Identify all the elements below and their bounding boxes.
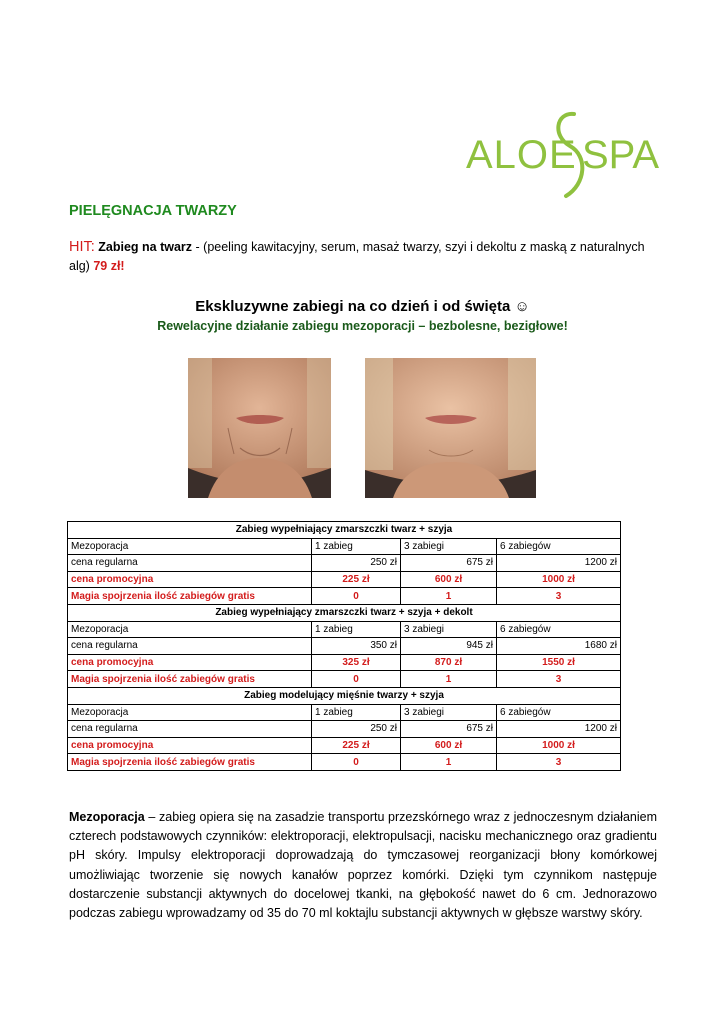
header-cell: 1 zabieg xyxy=(312,538,401,555)
promo-price-row xyxy=(68,654,621,671)
header-cell: Mezoporacja xyxy=(68,704,312,721)
row-label: cena promocyjna xyxy=(68,654,312,671)
price-cell: 1550 zł xyxy=(497,654,621,671)
price-cell: 1200 zł xyxy=(497,555,621,572)
price-cell: 225 zł xyxy=(312,737,401,754)
row-label: cena regularna xyxy=(68,638,312,655)
description-term: Mezoporacja xyxy=(69,810,145,824)
price-cell: 675 zł xyxy=(401,555,497,572)
free-treatments-row xyxy=(68,588,621,605)
group-title-row xyxy=(68,604,621,621)
count-cell: 3 xyxy=(497,671,621,688)
count-cell: 1 xyxy=(401,588,497,605)
hit-price: 79 zł! xyxy=(93,259,125,273)
header-cell: 6 zabiegów xyxy=(497,538,621,555)
price-cell: 600 zł xyxy=(401,571,497,588)
header-cell: 3 zabiegi xyxy=(401,621,497,638)
row-label: cena promocyjna xyxy=(68,571,312,588)
count-cell: 1 xyxy=(401,671,497,688)
mezoporacja-description xyxy=(69,808,657,923)
row-label: cena regularna xyxy=(68,555,312,572)
price-cell: 250 zł xyxy=(312,721,401,738)
price-cell: 250 zł xyxy=(312,555,401,572)
row-label: Magia spojrzenia ilość zabiegów gratis xyxy=(68,588,312,605)
price-cell: 600 zł xyxy=(401,737,497,754)
header-cell: Mezoporacja xyxy=(68,621,312,638)
price-cell: 1200 zł xyxy=(497,721,621,738)
header-row xyxy=(68,538,621,555)
price-cell: 350 zł xyxy=(312,638,401,655)
regular-price-row xyxy=(68,721,621,738)
price-cell: 870 zł xyxy=(401,654,497,671)
aloespa-logo-icon xyxy=(458,106,660,202)
row-label: cena promocyjna xyxy=(68,737,312,754)
regular-price-row xyxy=(68,638,621,655)
count-cell: 0 xyxy=(312,588,401,605)
price-cell: 1000 zł xyxy=(497,737,621,754)
hit-details: - (peeling kawitacyjny, serum, masaż twarzy, szyi i dekoltu z maską z naturalnych alg) xyxy=(69,240,645,273)
promo-price-row xyxy=(68,571,621,588)
price-table xyxy=(67,521,621,771)
row-label: Magia spojrzenia ilość zabiegów gratis xyxy=(68,754,312,771)
group-title: Zabieg modelujący mięśnie twarzy + szyja xyxy=(68,687,621,704)
group-title-row xyxy=(68,687,621,704)
face-before-photo xyxy=(188,358,331,498)
count-cell: 3 xyxy=(497,754,621,771)
header-cell: 3 zabiegi xyxy=(401,704,497,721)
description-text: – zabieg opiera się na zasadzie transportu przezskórnego wraz z jednoczesnym działaniem czterech podstawowych czynników: elektroporacji, elektropulsacji, nacisku mechanicznego oraz gradientu pH skóry. Impulsy elektroporacji doprowadzają do tymczasowej reorganizacji błony komórkowej umożliwiając tworzenie się nowych kanałów poprzez komórki. Dzięki tym czynnikom następuje dostarczenie substancji aktywnych do docelowej tkanki, na głębokość nawet do 6 cm. Jednorazowo podczas zabiegu wprowadzamy od 35 do 70 ml koktajlu substancji aktywnych w głębsze warstwy skóry. xyxy=(69,810,657,921)
header-cell: 1 zabieg xyxy=(312,621,401,638)
row-label: cena regularna xyxy=(68,721,312,738)
section-title: PIELĘGNACJA TWARZY xyxy=(69,203,237,219)
face-after-photo xyxy=(365,358,536,498)
header-cell: 6 zabiegów xyxy=(497,621,621,638)
free-treatments-row xyxy=(68,754,621,771)
price-cell: 1000 zł xyxy=(497,571,621,588)
hit-name: Zabieg na twarz xyxy=(98,240,193,254)
header-row xyxy=(68,621,621,638)
price-cell: 675 zł xyxy=(401,721,497,738)
group-title-row xyxy=(68,522,621,539)
count-cell: 3 xyxy=(497,588,621,605)
promo-price-row xyxy=(68,737,621,754)
headline: Ekskluzywne zabiegi na co dzień i od święta ☺ xyxy=(195,298,530,315)
subheadline: Rewelacyjne działanie zabiegu mezoporacji – bezbolesne, bezigłowe! xyxy=(157,319,568,333)
price-cell: 225 zł xyxy=(312,571,401,588)
price-cell: 325 zł xyxy=(312,654,401,671)
header-row xyxy=(68,704,621,721)
price-cell: 945 zł xyxy=(401,638,497,655)
aloespa-logo xyxy=(458,106,660,202)
price-cell: 1680 zł xyxy=(497,638,621,655)
row-label: Magia spojrzenia ilość zabiegów gratis xyxy=(68,671,312,688)
hit-offer xyxy=(69,238,659,276)
header-cell: 6 zabiegów xyxy=(497,704,621,721)
count-cell: 0 xyxy=(312,754,401,771)
regular-price-row xyxy=(68,555,621,572)
group-title: Zabieg wypełniający zmarszczki twarz + szyja xyxy=(68,522,621,539)
count-cell: 0 xyxy=(312,671,401,688)
logo-text-right: SPA xyxy=(582,133,660,177)
header-cell: 3 zabiegi xyxy=(401,538,497,555)
hit-label: HIT: xyxy=(69,239,95,255)
logo-text-left: ALOE xyxy=(466,133,577,177)
free-treatments-row xyxy=(68,671,621,688)
group-title: Zabieg wypełniający zmarszczki twarz + szyja + dekolt xyxy=(68,604,621,621)
count-cell: 1 xyxy=(401,754,497,771)
header-cell: Mezoporacja xyxy=(68,538,312,555)
header-cell: 1 zabieg xyxy=(312,704,401,721)
